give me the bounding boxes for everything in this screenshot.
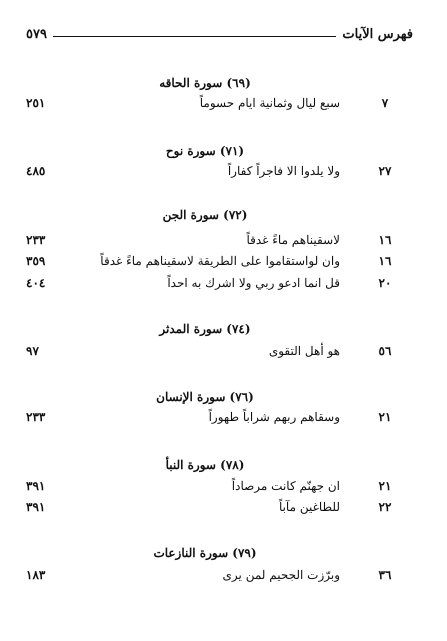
page-reference: ٣٥٩ [26,254,46,268]
verse-text: ولا يلدوا الا فاجراً كفاراً [227,164,340,178]
verse-row [0,568,447,588]
verse-row [0,344,447,364]
verse-row [0,233,447,253]
page-reference: ٤٨٥ [26,164,46,178]
page-reference: ٩٧ [26,344,39,358]
page-reference: ٢٣٣ [26,410,46,424]
page-reference: ٤٠٤ [26,276,46,290]
surah-title: (٧٩) سورة النازعات [153,546,257,560]
surah-title: (٧٨) سورة النبأ [165,458,245,472]
verse-text: هو أهل التقوى [268,344,340,358]
verse-row [0,479,447,499]
page-reference: ٢٥١ [26,96,46,110]
verse-number: ٥٦ [378,344,392,358]
verse-row [0,96,447,116]
verse-row [0,254,447,274]
verse-number: ٧ [381,96,389,110]
verse-row [0,276,447,296]
verse-row [0,500,447,520]
page-reference: ٢٣٣ [26,233,46,247]
verse-number: ٢١ [378,479,392,493]
verse-text: لاسقيناهم ماءً غدقاً [246,233,340,247]
verse-text: وان لواستقاموا على الطريقة لاسقيناهم ماءً غدقاً [100,254,340,268]
page-reference: ٣٩١ [26,500,46,514]
verse-text: وسقاهم ربهم شراباً طهوراً [208,410,340,424]
header-title: فهرس الآيات [342,27,413,42]
verse-number: ٣٦ [378,568,392,582]
surah-title: (٧٢) سورة الجن [162,208,248,222]
page-reference: ١٨٣ [26,568,46,582]
verse-text: سبع ليال وثمانية ايام حسوماً [199,96,340,110]
verse-number: ٢٧ [378,164,392,178]
verse-text: قل انما ادعو ربي ولا اشرك به احداً [167,276,340,290]
verse-text: ان جهنّم كانت مرصاداً [231,479,340,493]
surah-title: (٧٦) سورة الإنسان [156,390,254,404]
verse-number: ١٦ [378,233,392,247]
verse-row [0,410,447,430]
header-rule [53,36,336,37]
verse-text: وبرّزت الجحيم لمن يرى [222,568,340,582]
page-number: ٥٧٩ [26,27,47,42]
verse-text: للطاغين مآباً [278,500,340,514]
verse-number: ٢٠ [378,276,392,290]
verse-number: ٢١ [378,410,392,424]
page-header [26,20,413,42]
surah-title: (٧٤) سورة المدثر [159,322,251,336]
surah-title: (٧١) سورة نوح [165,144,245,158]
page-reference: ٣٩١ [26,479,46,493]
verse-row [0,164,447,184]
verse-number: ١٦ [378,254,392,268]
surah-title: (٦٩) سورة الحاقه [159,76,251,90]
verse-number: ٢٢ [378,500,392,514]
